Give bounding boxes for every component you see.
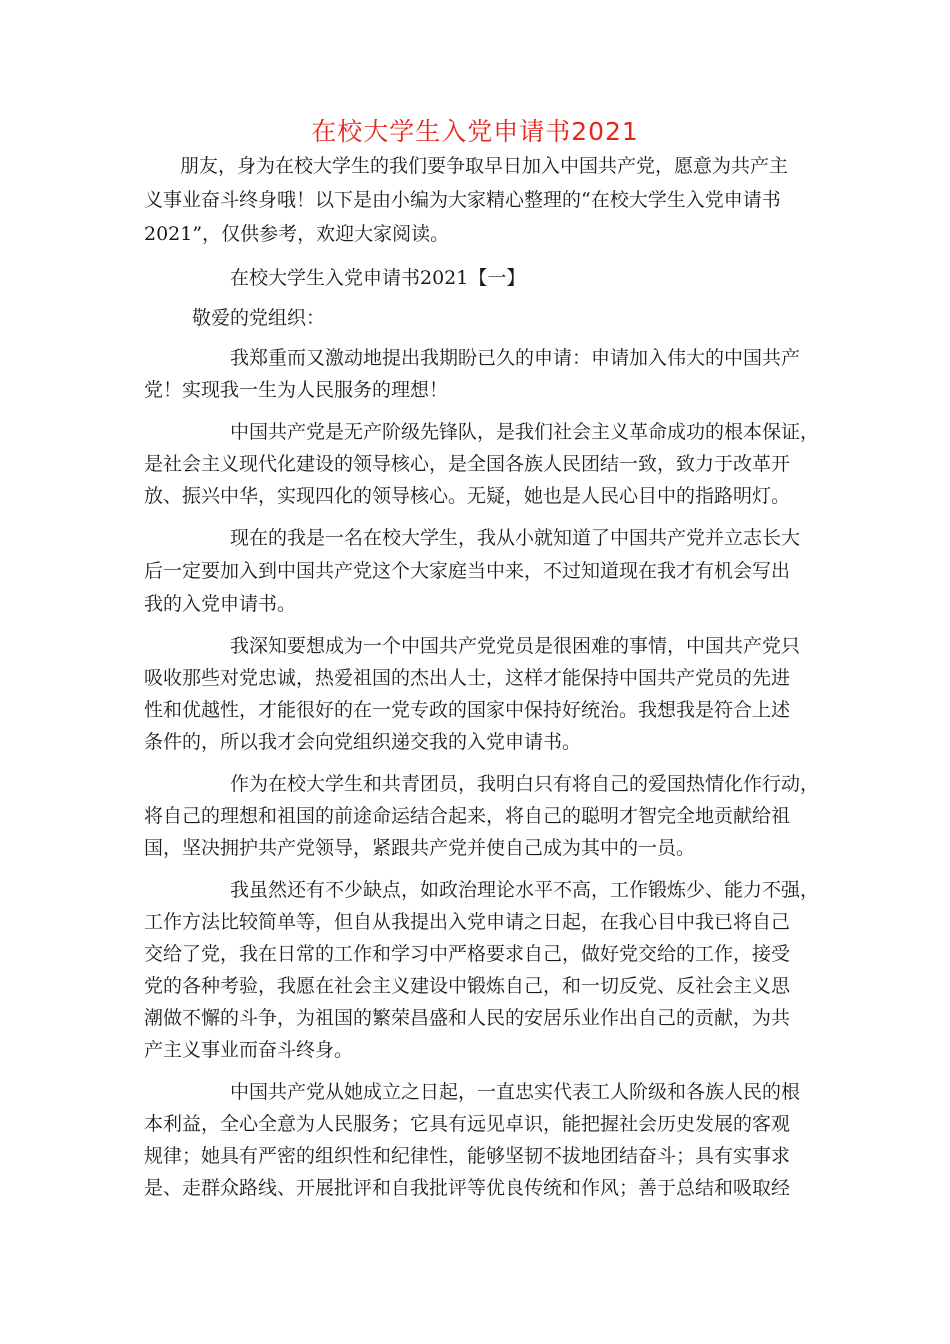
body-line: 作为在校大学生和共青团员，我明白只有将自己的爱国热情化作行动， — [230, 773, 820, 795]
body-line: 中国共产党是无产阶级先锋队，是我们社会主义革命成功的根本保证， — [230, 421, 820, 443]
body-line: 是社会主义现代化建设的领导核心，是全国各族人民团结一致，致力于改革开 — [144, 453, 791, 475]
body-line: 中国共产党从她成立之日起，一直忠实代表工人阶级和各族人民的根 — [230, 1081, 801, 1103]
intro-line: 2021”，仅供参考，欢迎大家阅读。 — [144, 223, 450, 245]
section-heading: 在校大学生入党申请书2021【一】 — [230, 267, 526, 289]
document-title: 在校大学生入党申请书2021 — [311, 117, 639, 146]
body-line: 交给了党，我在日常的工作和学习中严格要求自己，做好党交给的工作，接受 — [144, 943, 791, 965]
body-line: 国，坚决拥护共产党领导，紧跟共产党并使自己成为其中的一员。 — [144, 837, 696, 859]
body-line: 我的入党申请书。 — [144, 593, 297, 615]
body-line: 我郑重而又激动地提出我期盼已久的申请：申请加入伟大的中国共产 — [230, 347, 801, 369]
body-line: 工作方法比较简单等，但自从我提出入党申请之日起，在我心目中我已将自己 — [144, 911, 791, 933]
body-line: 条件的，所以我才会向党组织递交我的入党申请书。 — [144, 731, 582, 753]
body-line: 党的各种考验，我愿在社会主义建设中锻炼自己，和一切反党、反社会主义思 — [144, 975, 791, 997]
body-line: 性和优越性，才能很好的在一党专政的国家中保持好统治。我想我是符合上述 — [144, 699, 791, 721]
body-line: 将自己的理想和祖国的前途命运结合起来，将自己的聪明才智完全地贡献给祖 — [144, 805, 791, 827]
body-line: 吸收那些对党忠诚，热爱祖国的杰出人士，这样才能保持中国共产党员的先进 — [144, 667, 791, 689]
body-line: 党！实现我一生为人民服务的理想！ — [144, 379, 449, 401]
body-line: 本利益，全心全意为人民服务；它具有远见卓识，能把握社会历史发展的客观 — [144, 1113, 791, 1135]
salutation: 敬爱的党组织： — [192, 307, 326, 329]
body-line: 产主义事业而奋斗终身。 — [144, 1039, 354, 1061]
body-line: 后一定要加入到中国共产党这个大家庭当中来，不过知道现在我才有机会写出 — [144, 560, 791, 582]
body-line: 潮做不懈的斗争，为祖国的繁荣昌盛和人民的安居乐业作出自己的贡献，为共 — [144, 1007, 791, 1029]
body-line: 是、走群众路线、开展批评和自我批评等优良传统和作风；善于总结和吸取经 — [144, 1177, 791, 1199]
intro-line: 义事业奋斗终身哦！以下是由小编为大家精心整理的“在校大学生入党申请书 — [144, 189, 781, 211]
body-line: 放、振兴中华，实现四化的领导核心。无疑，她也是人民心目中的指路明灯。 — [144, 485, 791, 507]
body-line: 规律；她具有严密的组织性和纪律性，能够坚韧不拔地团结奋斗；具有实事求 — [144, 1145, 791, 1167]
body-line: 现在的我是一名在校大学生，我从小就知道了中国共产党并立志长大 — [230, 527, 801, 549]
intro-line: 朋友，身为在校大学生的我们要争取早日加入中国共产党，愿意为共产主 — [180, 155, 789, 177]
body-line: 我虽然还有不少缺点，如政治理论水平不高，工作锻炼少、能力不强， — [230, 879, 820, 901]
body-line: 我深知要想成为一个中国共产党党员是很困难的事情，中国共产党只 — [230, 635, 801, 657]
